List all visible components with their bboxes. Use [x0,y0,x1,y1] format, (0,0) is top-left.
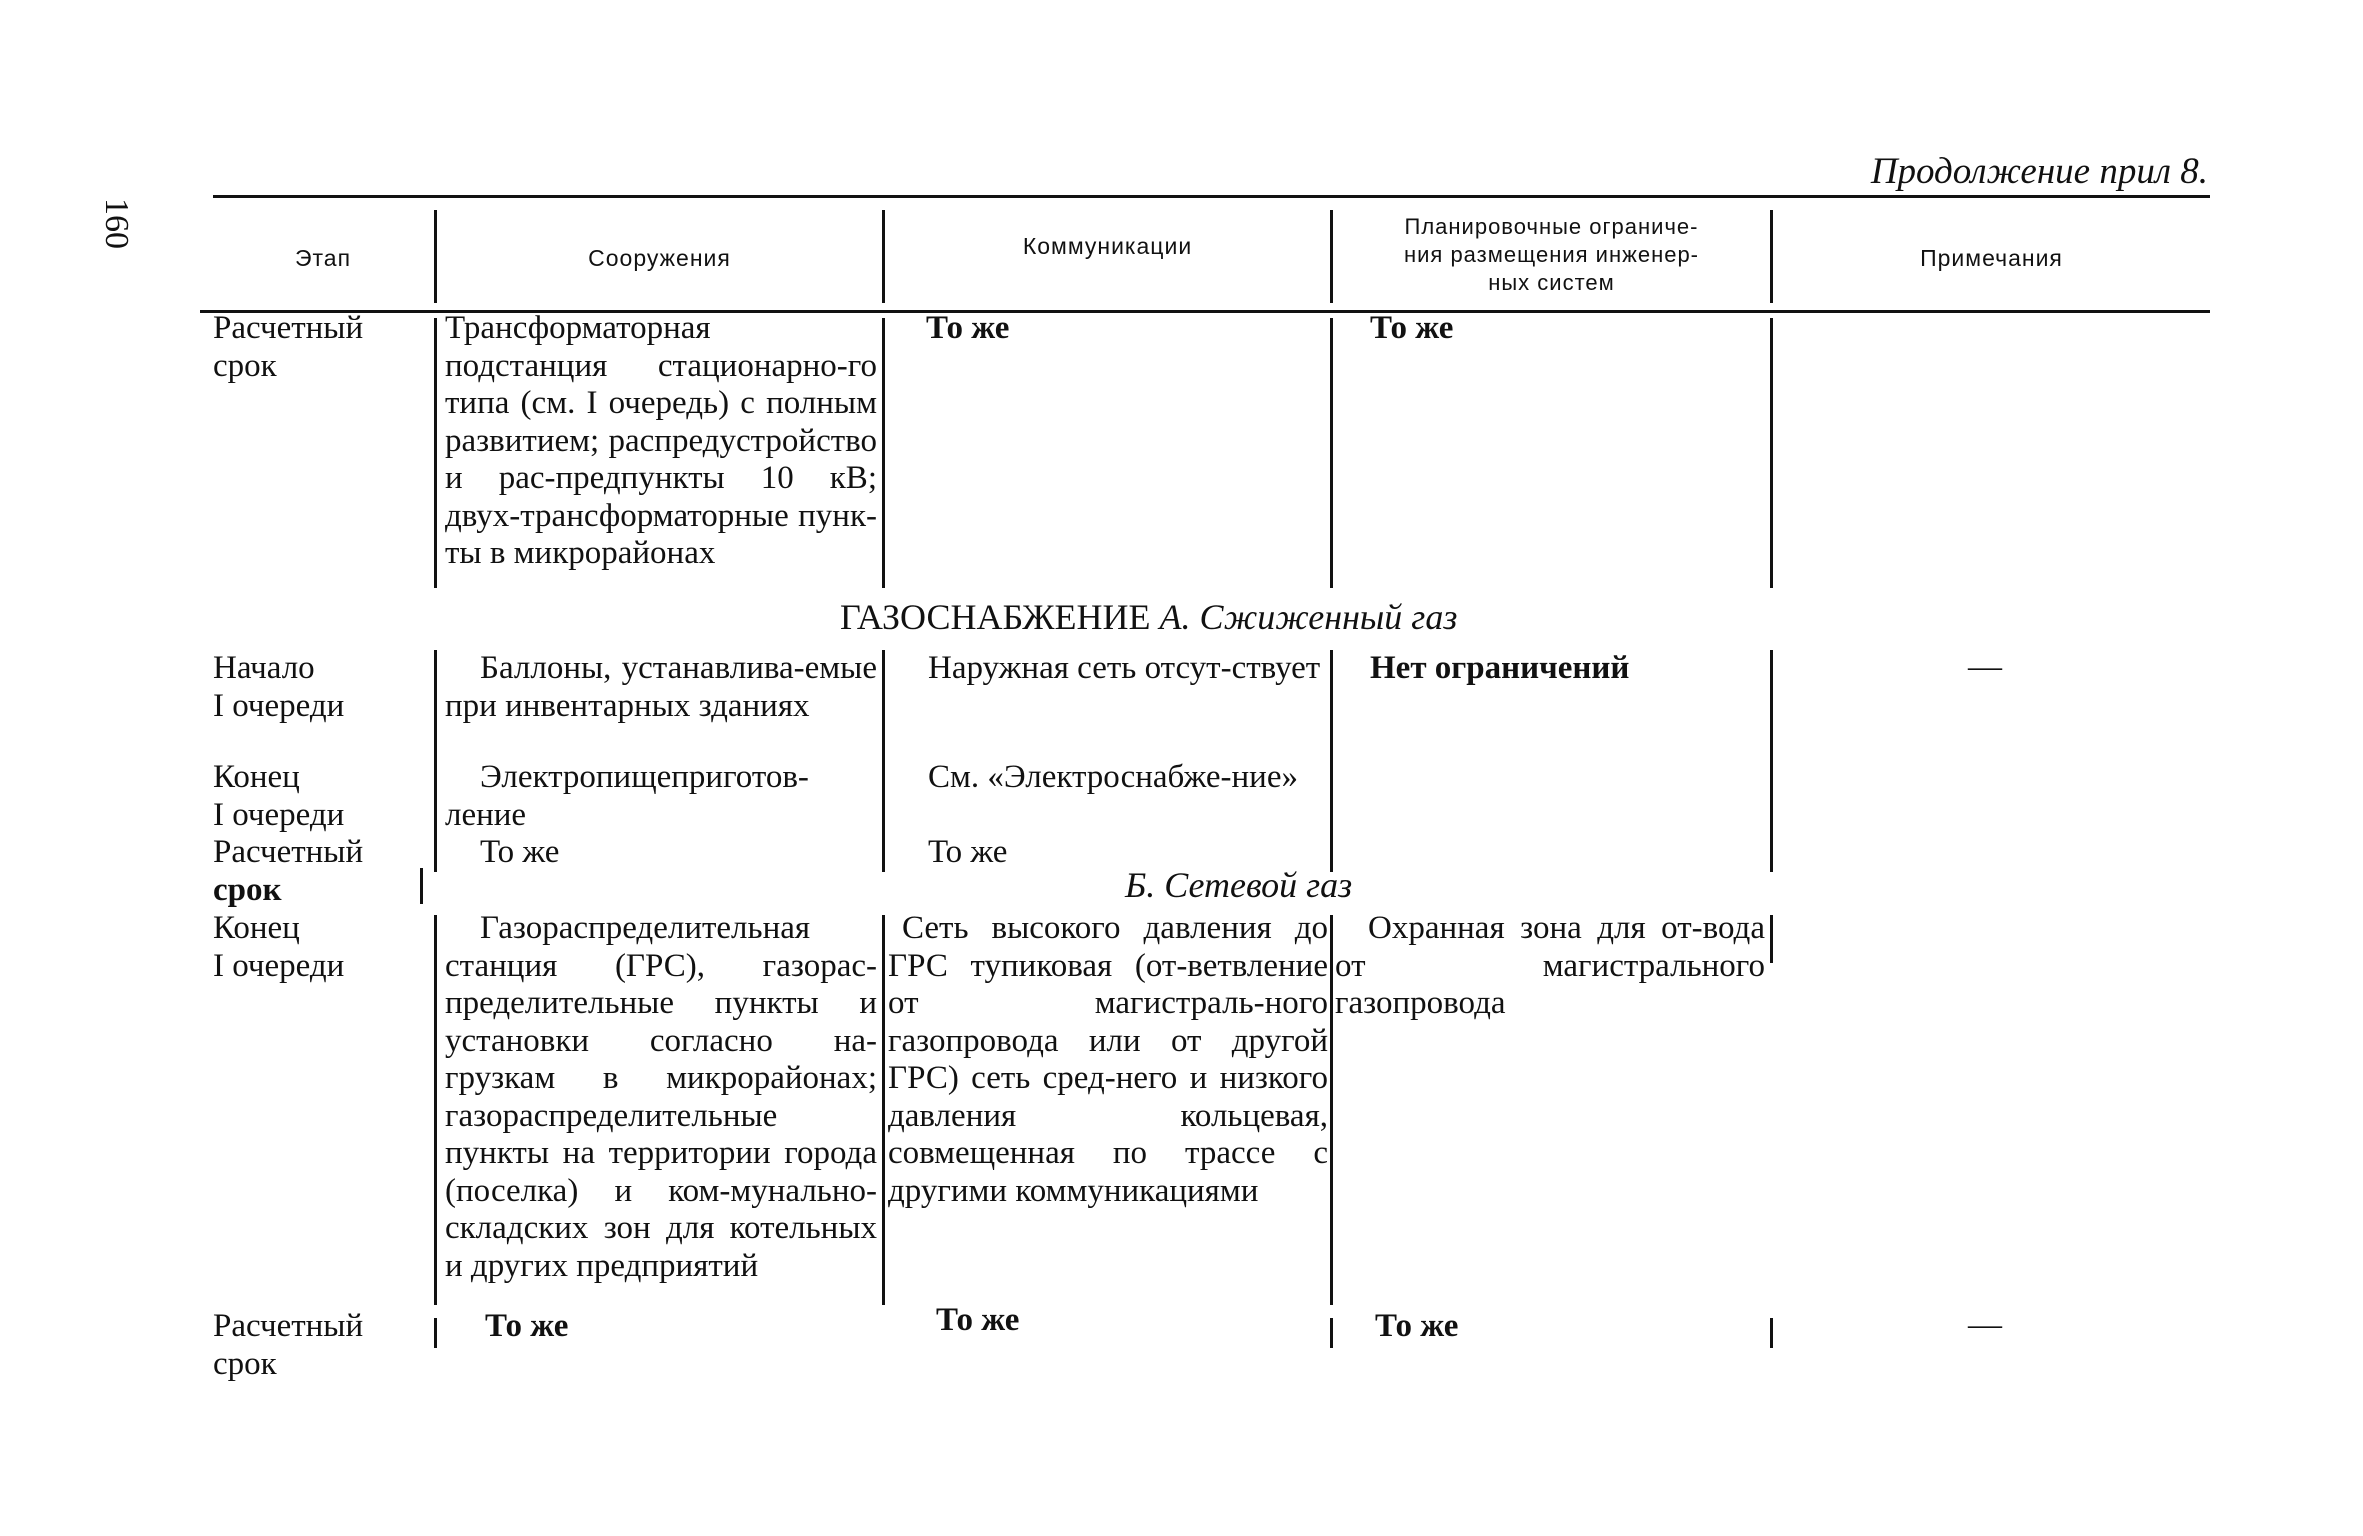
gas-a-communications3: То же [928,834,1008,870]
gas-a-planning1: Нет ограничений [1370,650,1630,686]
gas-a-stage2: Конец I очереди [213,759,345,833]
section-gas-supply: ГАЗОСНАБЖЕНИЕ А. Сжиженный газ [840,597,1458,637]
gas-a-notes1: — [1968,648,2002,685]
row1-structures: Трансформаторная подстанция стационарно-го типа (см. I очередь) с полным развитием; распредустройство и рас-предпункты 10 кВ; двух-трансформаторные пунк-ты в микрорайонах [445,310,877,571]
gas-a-structures2: Электропищеприготов-ление [445,759,809,833]
gas-b-communications1: Сеть высокого давления до ГРС тупиковая (от-ветвление от магистраль-ного газопровода или от другой ГРС) сеть сред-него и низкого давления кольцевая, совмещенная по трассе с другими коммуникациями [888,910,1328,1209]
gas-b-communications2: То же [936,1302,1020,1338]
gas-a-stage3: Расчетный срок [213,834,364,908]
header-stage: Этап [294,245,352,271]
gas-b-stage1: Конец I очереди [213,910,345,984]
table-top-rule [213,195,2210,198]
gas-b-planning1: Охранная зона для от-вода от магистрального газопровода [1335,910,1765,1021]
gas-b-structures2: То же [485,1308,569,1344]
gas-a-communications2: См. «Электроснабже-ние» [928,759,1298,795]
section-network-gas: Б. Сетевой газ [1125,865,1353,905]
page-number: 160 [98,198,135,249]
row1-stage: Расчетный срок [213,310,364,384]
gas-a-stage1: Начало I очереди [213,650,345,724]
row1-planning: То же [1370,310,1454,346]
row1-communications: То же [926,310,1010,346]
header-planning: Планировочные ограниче- ния размещения инженер- ных систем [1403,214,1700,295]
gas-b-structures1: Газораспределительная станция (ГРС), газорас-пределительные пункты и установки согласно на-грузкам в микрорайонах; газораспределительные пункты на территории города (поселка) и ком-мунально-складских зон для котельных и других предприятий [445,910,877,1284]
continuation-label: Продолжение прил 8. [1870,151,2208,192]
header-communications: Коммуникации [1022,233,1193,259]
gas-a-structures3: То же [480,834,560,870]
header-notes: Примечания [1920,245,2063,271]
gas-b-notes2: — [1968,1306,2002,1343]
header-structures: Сооружения [588,245,731,271]
gas-b-stage2: Расчетный срок [213,1308,364,1382]
gas-a-structures1: Баллоны, устанавлива-емые при инвентарных зданиях [445,650,877,724]
gas-a-communications1: Наружная сеть отсут-ствует [928,650,1321,686]
gas-b-planning2: То же [1375,1308,1459,1344]
